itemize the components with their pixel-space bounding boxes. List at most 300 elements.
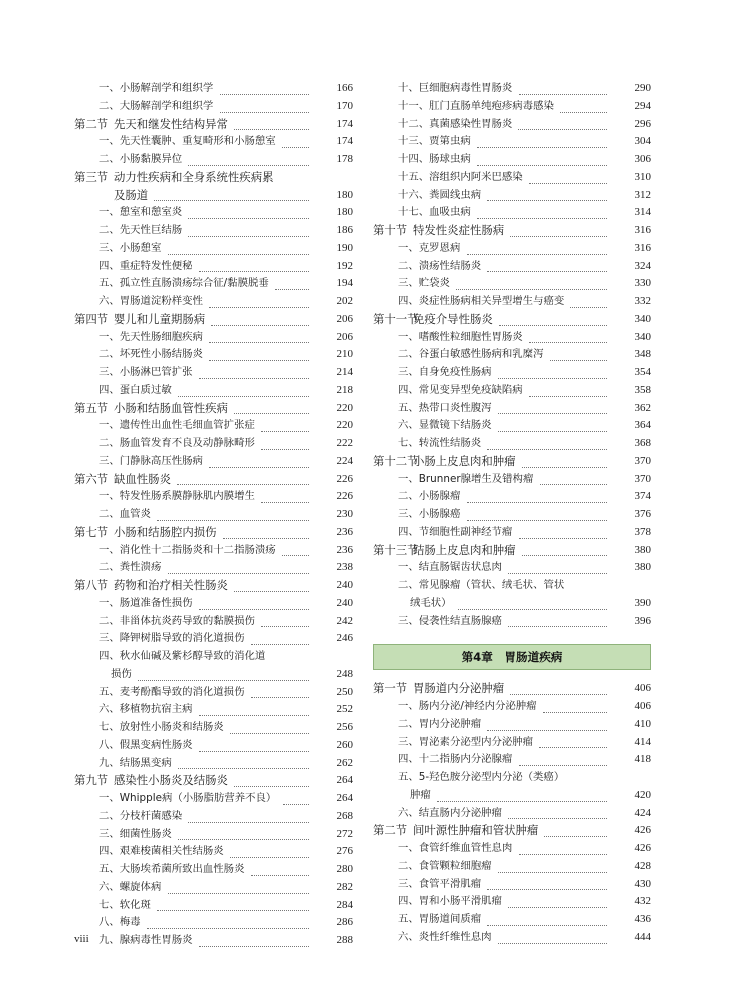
entry-page-number: 218 [336,383,353,396]
entry-page-number: 330 [634,277,651,290]
toc-item-entry[interactable] [373,364,651,382]
entry-number: 第八节 [74,578,109,592]
entry-title: 溶组织内阿米巴感染 [429,170,523,183]
entry-number: 一、 [99,490,120,503]
entry-number: 二、 [99,614,120,627]
entry-title: 结肠上皮息肉和肿瘤 [413,542,516,557]
entry-page-number: 424 [634,806,651,819]
entry-page-number: 272 [336,827,353,840]
toc-item-entry[interactable] [74,542,353,560]
entry-number: 二、 [99,437,120,449]
dot-leader [456,289,607,290]
toc-item-entry[interactable] [74,559,353,577]
entry-number: 一、 [398,472,419,485]
toc-section-entry[interactable] [74,187,353,205]
entry-number: 第一节 [373,681,408,696]
toc-item-entry[interactable] [74,613,353,631]
toc-item-entry[interactable] [74,808,353,826]
entry-page-number: 370 [634,454,651,467]
entry-page-number: 324 [634,259,651,272]
entry-title: 小肠上皮息肉和肿瘤 [413,453,516,468]
entry-number: 五、 [398,771,419,783]
entry-title: 蛋白质过敏 [119,383,172,396]
toc-item-entry[interactable] [74,151,353,169]
entry-number: 第三节 [74,169,109,184]
toc-item-entry[interactable] [74,719,353,737]
entry-title: 小肠腺瘤 [418,490,461,503]
entry-number: 第五节 [74,400,109,415]
toc-item-entry[interactable] [74,701,353,719]
toc-item-entry[interactable] [74,488,353,506]
toc-item-entry[interactable] [373,840,651,858]
entry-title: 炎性纤维性息肉 [418,930,492,943]
entry-number: 六、 [99,703,120,716]
dot-leader [223,538,309,539]
entry-title: 节细胞性副神经节瘤 [418,525,513,538]
entry-title: 婴儿和儿童期肠病 [114,311,206,326]
toc-item-entry[interactable] [373,613,651,631]
toc-section-entry[interactable] [74,400,353,418]
entry-number: 五、 [398,401,419,414]
entry-title: 秋水仙碱及紫杉醇导致的消化道 [119,650,266,662]
toc-item-entry[interactable] [373,858,651,876]
toc-item-entry[interactable] [373,382,651,400]
dot-leader [467,254,607,255]
entry-title: 损伤 [111,667,132,680]
entry-title: 胃肠道间质瘤 [418,913,482,925]
dot-leader [168,573,309,574]
toc-section-entry[interactable] [74,524,353,542]
entry-page-number: 226 [336,490,353,503]
entry-page-number: 206 [336,312,353,325]
dot-leader [498,943,607,944]
entry-number: 四、 [398,753,419,766]
entry-page-number: 240 [336,596,353,609]
toc-item-entry[interactable] [373,204,651,222]
entry-title: 重症特发性便秘 [119,259,193,272]
dot-leader [477,147,607,148]
toc-item-entry[interactable] [74,133,353,151]
entry-number: 七、 [99,898,120,911]
entry-title: 缺血性肠炎 [114,471,171,486]
entry-page-number: 348 [634,348,651,361]
entry-page-number: 236 [336,543,353,556]
toc-item-entry[interactable] [74,435,353,453]
dot-leader [487,889,607,890]
entry-number: 三、 [99,241,120,254]
toc-item-entry[interactable] [74,204,353,222]
entry-title: 腺病毒性胃肠炎 [119,934,193,946]
toc-item-entry[interactable] [74,453,353,471]
entry-page-number: 314 [634,206,651,219]
entry-number: 四、 [398,383,419,396]
entry-number: 一、 [99,206,120,219]
entry-number: 第十一节 [373,311,419,326]
toc-item-entry[interactable] [373,275,651,293]
toc-section-entry[interactable] [74,471,353,489]
toc-left-column [74,80,353,950]
entry-page-number: 364 [634,419,651,432]
dot-leader [220,94,309,95]
entry-number: 二、 [99,561,120,574]
entry-number: 四、 [398,525,419,538]
entry-number: 三、 [398,735,419,748]
toc-section-entry[interactable] [373,680,651,698]
dot-leader [154,200,309,201]
toc-item-entry[interactable] [74,364,353,382]
entry-page-number: 194 [336,277,353,290]
entry-title: 侵袭性结直肠腺癌 [418,614,502,627]
dot-leader [519,94,607,95]
dot-leader [199,609,309,610]
toc-section-entry[interactable] [74,772,353,790]
toc-item-entry[interactable] [373,293,651,311]
entry-page-number: 376 [634,508,651,520]
entry-title: 放射性小肠炎和结肠炎 [119,721,224,733]
entry-page-number: 316 [634,241,651,254]
dot-leader [220,112,309,113]
entry-page-number: 264 [336,792,353,804]
dot-leader [550,360,607,361]
entry-title: Whipple病（小肠脂肪营养不良） [119,792,277,804]
toc-section-entry[interactable] [74,311,353,329]
entry-title: 小肠解剖学和组织学 [119,82,214,94]
entry-title: 坏死性小肠结肠炎 [119,348,203,361]
toc-section-entry[interactable] [74,169,353,187]
dot-leader [209,307,309,308]
toc-item-entry[interactable] [373,787,651,805]
entry-title: 螺旋体病 [119,880,162,893]
toc-item-entry[interactable] [74,275,353,293]
dot-leader [508,907,607,908]
toc-section-entry[interactable] [74,577,353,595]
entry-number: 二、 [99,508,120,520]
toc-item-entry[interactable] [373,488,651,506]
dot-leader [560,112,607,113]
toc-item-entry[interactable] [373,471,651,489]
entry-number: 一、 [398,330,419,343]
dot-leader [544,836,607,837]
toc-item-entry[interactable] [373,435,651,453]
dot-leader [487,271,607,272]
dot-leader [487,449,607,450]
entry-title: 移植物抗宿主病 [119,703,193,716]
toc-item-entry[interactable] [74,737,353,755]
dot-leader [168,254,309,255]
entry-title: 5-羟色胺分泌型内分泌（类癌） [418,771,565,783]
entry-page-number: 246 [336,632,353,645]
toc-item-entry[interactable] [74,861,353,879]
entry-number: 四、 [99,259,120,272]
toc-section-entry[interactable] [74,116,353,134]
dot-leader [498,431,607,432]
entry-title: 小肠和结肠腔内损伤 [114,524,217,539]
entry-page-number: 238 [336,561,353,574]
toc-item-entry[interactable] [373,258,651,276]
dot-leader [458,609,607,610]
toc-item-entry[interactable] [74,329,353,347]
toc-item-entry[interactable] [373,893,651,911]
entry-number: 二、 [398,259,419,272]
entry-title: 先天性巨结肠 [119,224,183,236]
entry-title: 感染性小肠炎及结肠炎 [114,773,228,788]
dot-leader [234,591,309,592]
entry-page-number: 236 [336,525,353,538]
dot-leader [522,555,607,556]
entry-number: 二、 [99,153,120,165]
entry-number: 十二、 [398,117,430,130]
toc-item-entry[interactable] [74,595,353,613]
entry-number: 三、 [99,454,120,467]
dot-leader [508,818,607,819]
entry-number: 四、 [99,650,120,662]
entry-title: 间叶源性肿瘤和管状肿瘤 [413,823,539,838]
entry-page-number: 370 [634,472,651,485]
toc-item-entry[interactable] [373,929,651,947]
toc-item-entry[interactable] [373,734,651,752]
dot-leader [178,396,309,397]
entry-title: 先天性囊肿、重复畸形和小肠憩室 [119,135,276,148]
entry-title: 热带口炎性腹泻 [418,401,492,414]
entry-title: 小肠淋巴管扩张 [119,366,193,378]
entry-number: 七、 [99,721,120,733]
dot-leader [188,165,309,166]
dot-leader [282,147,309,148]
entry-page-number: 166 [336,82,353,94]
toc-item-entry[interactable] [373,169,651,187]
entry-title: 先天性肠细胞疾病 [119,330,203,343]
entry-title: 克罗恩病 [418,241,461,254]
entry-title: 肿瘤 [410,788,431,801]
entry-page-number: 432 [634,895,651,908]
toc-item-entry[interactable] [373,151,651,169]
toc-section-entry[interactable] [373,222,651,240]
entry-title: 孤立性直肠溃疡综合征/黏膜脱垂 [119,277,269,290]
entry-number: 二、 [99,348,120,361]
entry-title: 结直肠锯齿状息肉 [418,561,502,574]
entry-number: 七、 [398,437,419,449]
entry-page-number: 374 [634,490,651,503]
entry-page-number: 230 [336,508,353,520]
entry-title: 门静脉高压性肠病 [119,454,203,467]
entry-page-number: 264 [336,774,353,787]
entry-number: 第十二节 [373,453,419,468]
entry-number: 六、 [99,295,120,307]
toc-item-entry[interactable] [373,911,651,929]
entry-page-number: 426 [634,824,651,837]
entry-title: 结直肠内分泌肿瘤 [418,806,502,819]
entry-page-number: 180 [336,206,353,219]
entry-title: 免疫介导性肠炎 [413,311,493,326]
toc-item-entry[interactable] [373,240,651,258]
toc-item-entry[interactable] [74,914,353,932]
toc-item-entry[interactable] [373,876,651,894]
entry-number: 三、 [398,366,419,378]
entry-number: 十三、 [398,135,430,148]
dot-leader [529,342,607,343]
entry-page-number: 242 [336,614,353,627]
entry-title: 小肠黏膜异位 [119,153,183,165]
entry-title: 艰难梭菌相关性结肠炎 [119,845,224,858]
entry-title: 肠球虫病 [429,153,471,165]
dot-leader [209,467,309,468]
entry-number: 二、 [398,579,419,591]
entry-page-number: 418 [634,753,651,766]
toc-item-entry[interactable] [373,716,651,734]
entry-title: 显微镜下结肠炎 [418,419,492,432]
toc-item-entry[interactable] [74,98,353,116]
toc-item-entry[interactable] [74,897,353,915]
entry-title: 真菌感染性胃肠炎 [429,117,513,130]
dot-leader [177,484,309,485]
entry-number: 一、 [398,561,419,574]
toc-item-entry[interactable] [373,805,651,823]
entry-title: 十二指肠内分泌腺瘤 [418,753,513,766]
entry-title: 消化性十二指肠炎和十二指肠溃疡 [119,543,276,556]
entry-title: 胃肠道内分泌肿瘤 [413,681,505,696]
entry-number: 二、 [99,224,120,236]
entry-page-number: 310 [634,170,651,183]
toc-section-entry[interactable] [373,822,651,840]
toc-item-entry[interactable] [373,187,651,205]
entry-page-number: 430 [634,877,651,890]
toc-item-entry[interactable] [74,417,353,435]
dot-leader [539,747,607,748]
toc-item-entry[interactable] [373,417,651,435]
toc-item-entry[interactable] [74,826,353,844]
entry-number: 九、 [99,756,120,769]
entry-title: 炎症性肠病相关异型增生与癌变 [418,295,565,307]
entry-page-number: 276 [336,845,353,858]
entry-title: 大肠埃希菌所致出血性肠炎 [119,863,245,875]
toc-item-entry[interactable] [74,240,353,258]
toc-item-entry[interactable] [74,258,353,276]
toc-item-entry[interactable] [74,932,353,950]
entry-number: 二、 [398,859,419,872]
dot-leader [230,857,309,858]
entry-number: 三、 [398,614,419,627]
dot-leader [570,307,607,308]
entry-title: 血吸虫病 [429,206,471,219]
toc-item-entry[interactable] [74,630,353,648]
entry-number: 第七节 [74,524,109,539]
toc-item-entry[interactable] [74,755,353,773]
entry-number: 一、 [398,241,419,254]
toc-item-entry[interactable] [74,293,353,311]
entry-page-number: 180 [336,188,353,201]
chapter-banner[interactable]: 第4章 胃肠道疾病 [373,644,651,670]
entry-title: 药物和治疗相关性肠炎 [114,578,228,592]
entry-title: 先天和继发性结构异常 [114,116,228,131]
dot-leader [199,378,309,379]
entry-number: 二、 [398,490,419,503]
entry-title: 溃疡性结肠炎 [418,259,482,272]
entry-page-number: 414 [634,735,651,748]
entry-title: 特发性炎症性肠病 [413,223,505,237]
entry-page-number: 380 [634,543,651,556]
dot-leader [178,839,309,840]
entry-page-number: 296 [634,117,651,130]
entry-number: 十六、 [398,188,430,201]
toc-item-entry[interactable] [373,751,651,769]
entry-title: 特发性肠系膜静脉肌内膜增生 [119,490,255,503]
dot-leader [138,680,309,681]
toc-item-entry[interactable] [74,648,353,666]
entry-title: Brunner腺增生及错构瘤 [418,472,534,485]
toc-item-entry[interactable] [373,80,651,98]
entry-page-number: 252 [336,703,353,716]
toc-item-entry[interactable] [373,769,651,787]
entry-number: 六、 [398,806,419,819]
toc-item-entry[interactable] [74,382,353,400]
entry-page-number: 354 [634,366,651,378]
toc-item-entry[interactable] [74,666,353,684]
entry-page-number: 378 [634,525,651,538]
entry-title: 降钾树脂导致的消化道损伤 [119,632,245,645]
entry-number: 五、 [99,277,120,290]
toc-item-entry[interactable] [373,400,651,418]
entry-title: 细菌性肠炎 [119,827,172,840]
entry-page-number: 220 [336,419,353,432]
entry-page-number: 420 [634,788,651,801]
toc-item-entry[interactable] [373,559,651,577]
entry-number: 三、 [99,366,120,378]
dot-leader [168,893,309,894]
toc-item-entry[interactable] [74,80,353,98]
toc-item-entry[interactable] [74,346,353,364]
entry-title: 肛门直肠单纯疱疹病毒感染 [429,99,554,112]
toc-item-entry[interactable] [373,524,651,542]
toc-item-entry[interactable] [74,506,353,524]
dot-leader [510,236,607,237]
toc-section-entry[interactable] [373,453,651,471]
toc-section-entry[interactable] [373,542,651,560]
toc-item-entry[interactable] [74,684,353,702]
entry-number: 六、 [99,880,120,893]
dot-leader [147,928,309,929]
toc-section-entry[interactable] [373,311,651,329]
entry-page-number: 256 [336,721,353,733]
entry-number: 第六节 [74,471,109,486]
toc-right-column [373,80,651,947]
entry-number: 十五、 [398,170,430,183]
toc-right-top [373,80,651,630]
toc-item-entry[interactable] [74,222,353,240]
toc-item-entry[interactable] [373,329,651,347]
dot-leader [157,520,309,521]
entry-title: 粪圆线虫病 [429,188,482,201]
entry-page-number: 410 [634,717,651,730]
toc-item-entry[interactable] [373,577,651,595]
toc-item-entry[interactable] [373,98,651,116]
toc-item-entry[interactable] [373,346,651,364]
toc-item-entry[interactable] [373,133,651,151]
dot-leader [234,129,309,130]
dot-leader [275,289,309,290]
toc-item-entry[interactable] [373,698,651,716]
toc-item-entry[interactable] [74,879,353,897]
toc-item-entry[interactable] [74,843,353,861]
toc-item-entry[interactable] [74,790,353,808]
dot-leader [211,325,309,326]
entry-number: 十四、 [398,153,430,165]
toc-item-entry[interactable] [373,506,651,524]
dot-leader [498,378,607,379]
dot-leader [157,910,309,911]
entry-title: 常见腺瘤（管状、绒毛状、管状 [418,579,565,591]
toc-item-entry[interactable] [373,595,651,613]
toc-item-entry[interactable] [373,116,651,134]
